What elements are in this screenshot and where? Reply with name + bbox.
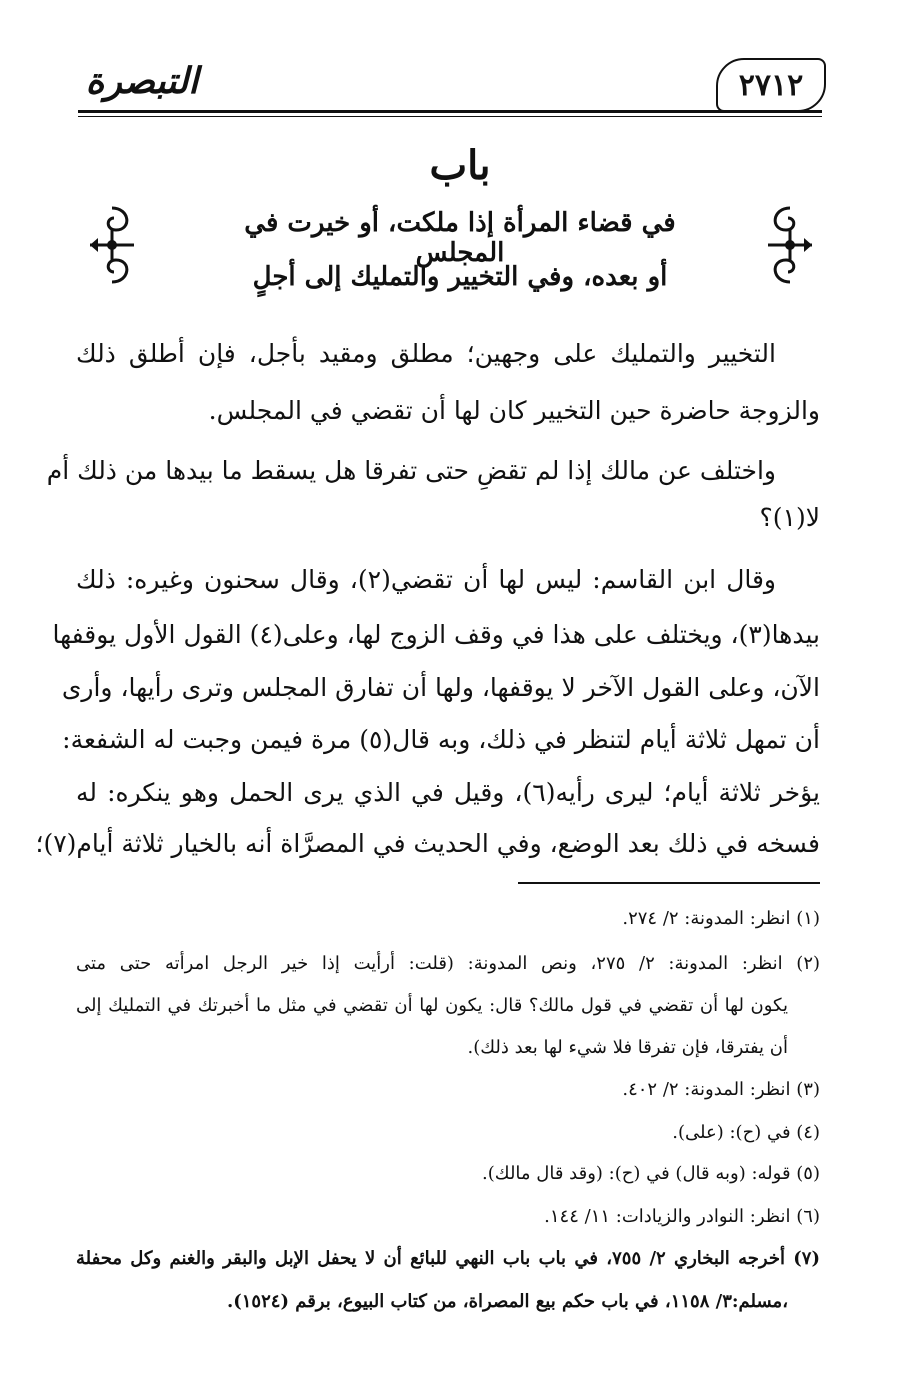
body-line: بيدها(٣)، ويختلف على هذا في وقف الزوج لها، وعلى(٤) القول الأول يوقفها xyxy=(52,620,820,649)
page-number: ٢٧١٢ xyxy=(716,58,826,112)
footnote: ،مسلم:٣/ ١١٥٨، في باب حكم بيع المصراة، من كتاب البيوع، برقم (١٥٢٤). xyxy=(226,1291,788,1312)
header-rule-thin xyxy=(78,116,822,117)
ornament-icon xyxy=(760,200,820,290)
book-title: التبصرة xyxy=(85,60,199,102)
chapter-title-line: في قضاء المرأة إذا ملكت، أو خيرت في المجلس xyxy=(244,208,676,268)
footnote: (١) انظر: المدونة: ٢/ ٢٧٤. xyxy=(622,908,820,929)
body-line: واختلف عن مالك إذا لم تقضِ حتى تفرقا هل يسقط ما بيدها من ذلك أم xyxy=(46,456,776,485)
footnote: يكون لها أن تقضي في قول مالك؟ قال: يكون لها أن تقضي في مثل ما أخبرتك في التمليك إلى xyxy=(76,995,788,1016)
body-line: الآن، وعلى القول الآخر لا يوقفها، ولها أن تفارق المجلس وترى رأيها، وأرى xyxy=(61,673,820,702)
body-line: لا(١)؟ xyxy=(759,503,820,532)
footnote: (٢) انظر: المدونة: ٢/ ٢٧٥، ونص المدونة: (قلت: أرأيت إذا خير الرجل امرأته حتى متى xyxy=(76,953,821,974)
body-line: يؤخر ثلاثة أيام؛ ليرى رأيه(٦)، وقيل في الذي يرى الحمل وهو ينكره: له xyxy=(76,778,820,807)
body-line: التخيير والتمليك على وجهين؛ مطلق ومقيد بأجل، فإن أطلق ذلك xyxy=(76,339,776,368)
chapter-title-line: أو بعده، وفي التخيير والتمليك إلى أجلٍ xyxy=(252,262,668,292)
footnote: (٦) انظر: النوادر والزيادات: ١١/ ١٤٤. xyxy=(544,1206,820,1227)
footnote: (٣) انظر: المدونة: ٢/ ٤٠٢. xyxy=(622,1079,820,1100)
footnote: (٥) قوله: (وبه قال) في (ح): (وقد قال مالك). xyxy=(482,1163,820,1184)
body-line: أن تمهل ثلاثة أيام لتنظر في ذلك، وبه قال(٥) مرة فيمن وجبت له الشفعة: xyxy=(62,725,820,754)
body-line: والزوجة حاضرة حين التخيير كان لها أن تقضي في المجلس. xyxy=(208,396,820,425)
body-line: فسخه في ذلك بعد الوضع، وفي الحديث في المصرَّاة أنه بالخيار ثلاثة أيام(٧)؛ xyxy=(35,829,820,858)
ornament-icon xyxy=(82,200,142,290)
header-rule xyxy=(78,110,822,113)
chapter-word: باب xyxy=(429,142,491,189)
footnote: (٤) في (ح): (على). xyxy=(672,1122,820,1143)
footnote: (٧) أخرجه البخاري ٢/ ٧٥٥، في باب باب النهي للبائع أن لا يحفل الإبل والبقر والغنم وكل محفلة xyxy=(76,1248,820,1269)
footnote-rule xyxy=(518,882,820,884)
footnote: أن يفترقا، فإن تفرقا فلا شيء لها بعد ذلك). xyxy=(467,1037,788,1058)
body-line: وقال ابن القاسم: ليس لها أن تقضي(٢)، وقال سحنون وغيره: ذلك xyxy=(76,565,776,594)
